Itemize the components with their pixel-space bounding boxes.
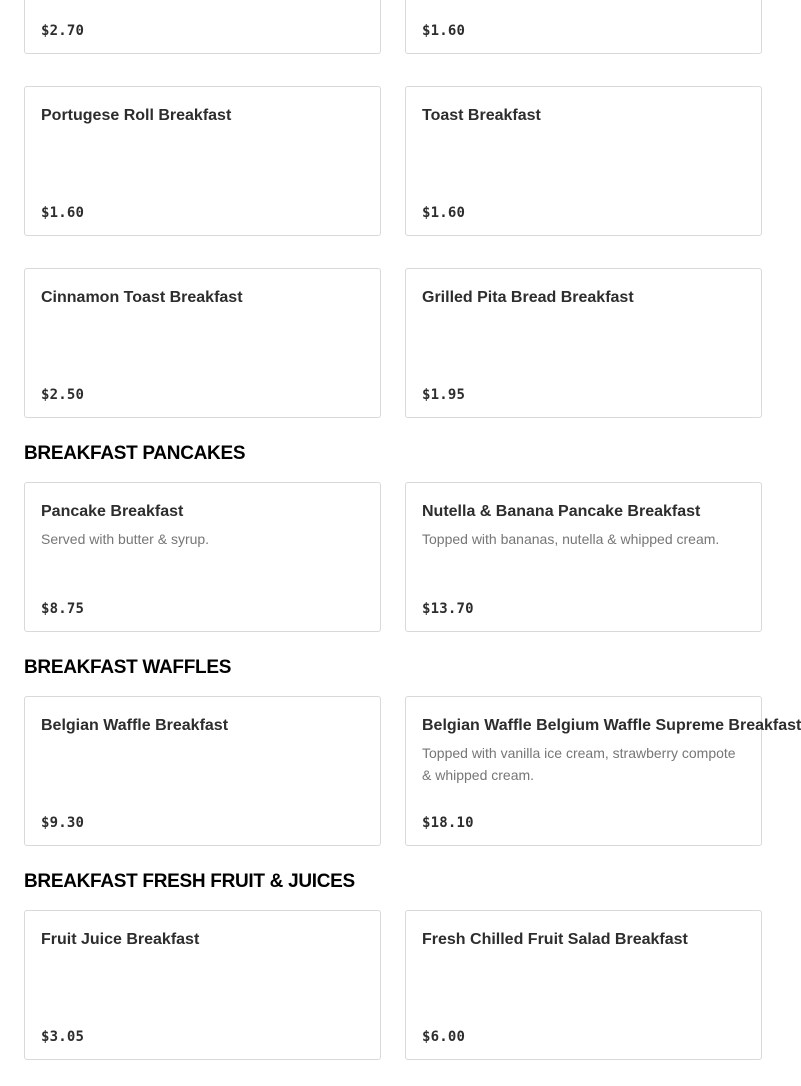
item-name: Portugese Roll Breakfast xyxy=(41,107,232,124)
menu-item-card[interactable] xyxy=(24,86,381,236)
item-name: Pancake Breakfast xyxy=(41,503,184,520)
item-price: $18.10 xyxy=(422,815,474,831)
item-name: Belgian Waffle Belgium Waffle Supreme Breakfast xyxy=(422,717,801,734)
item-name: Toast Breakfast xyxy=(422,107,541,124)
item-name: Nutella & Banana Pancake Breakfast xyxy=(422,503,701,520)
item-price: $2.50 xyxy=(41,387,85,403)
menu-item-card[interactable] xyxy=(405,86,762,236)
menu-item-card[interactable] xyxy=(405,696,801,846)
menu-item-card[interactable] xyxy=(405,482,762,632)
menu-item-card[interactable] xyxy=(24,910,381,1060)
item-name: Grilled Pita Bread Breakfast xyxy=(422,289,634,306)
section-title-fruit-juices: BREAKFAST FRESH FRUIT & JUICES xyxy=(24,871,355,892)
menu-item-card[interactable] xyxy=(405,268,762,418)
item-price: $8.75 xyxy=(41,601,85,617)
item-price: $1.60 xyxy=(422,23,466,39)
item-price: $2.70 xyxy=(41,23,85,39)
item-name: Fruit Juice Breakfast xyxy=(41,931,200,948)
menu-item-card[interactable] xyxy=(24,482,381,632)
item-description: Served with butter & syrup. xyxy=(41,531,210,547)
item-description: Topped with vanilla ice cream, strawberry compote & whipped cream. xyxy=(422,745,736,783)
menu-item-card[interactable] xyxy=(405,0,762,54)
menu-item-card[interactable] xyxy=(24,268,381,418)
section-title-waffles: BREAKFAST WAFFLES xyxy=(24,657,232,678)
item-price: $1.60 xyxy=(41,205,85,221)
section-title-pancakes: BREAKFAST PANCAKES xyxy=(24,443,246,464)
item-description: Topped with bananas, nutella & whipped cream. xyxy=(422,531,720,547)
menu-item-card[interactable] xyxy=(405,910,762,1060)
item-price: $3.05 xyxy=(41,1029,85,1045)
item-price: $1.60 xyxy=(422,205,466,221)
item-price: $6.00 xyxy=(422,1029,466,1045)
menu-item-card[interactable] xyxy=(24,0,381,54)
item-price: $13.70 xyxy=(422,601,474,617)
item-name: Belgian Waffle Breakfast xyxy=(41,717,229,734)
menu-item-card[interactable] xyxy=(24,696,381,846)
item-name: Fresh Chilled Fruit Salad Breakfast xyxy=(422,931,688,948)
item-name: Cinnamon Toast Breakfast xyxy=(41,289,243,306)
item-price: $1.95 xyxy=(422,387,466,403)
item-price: $9.30 xyxy=(41,815,85,831)
